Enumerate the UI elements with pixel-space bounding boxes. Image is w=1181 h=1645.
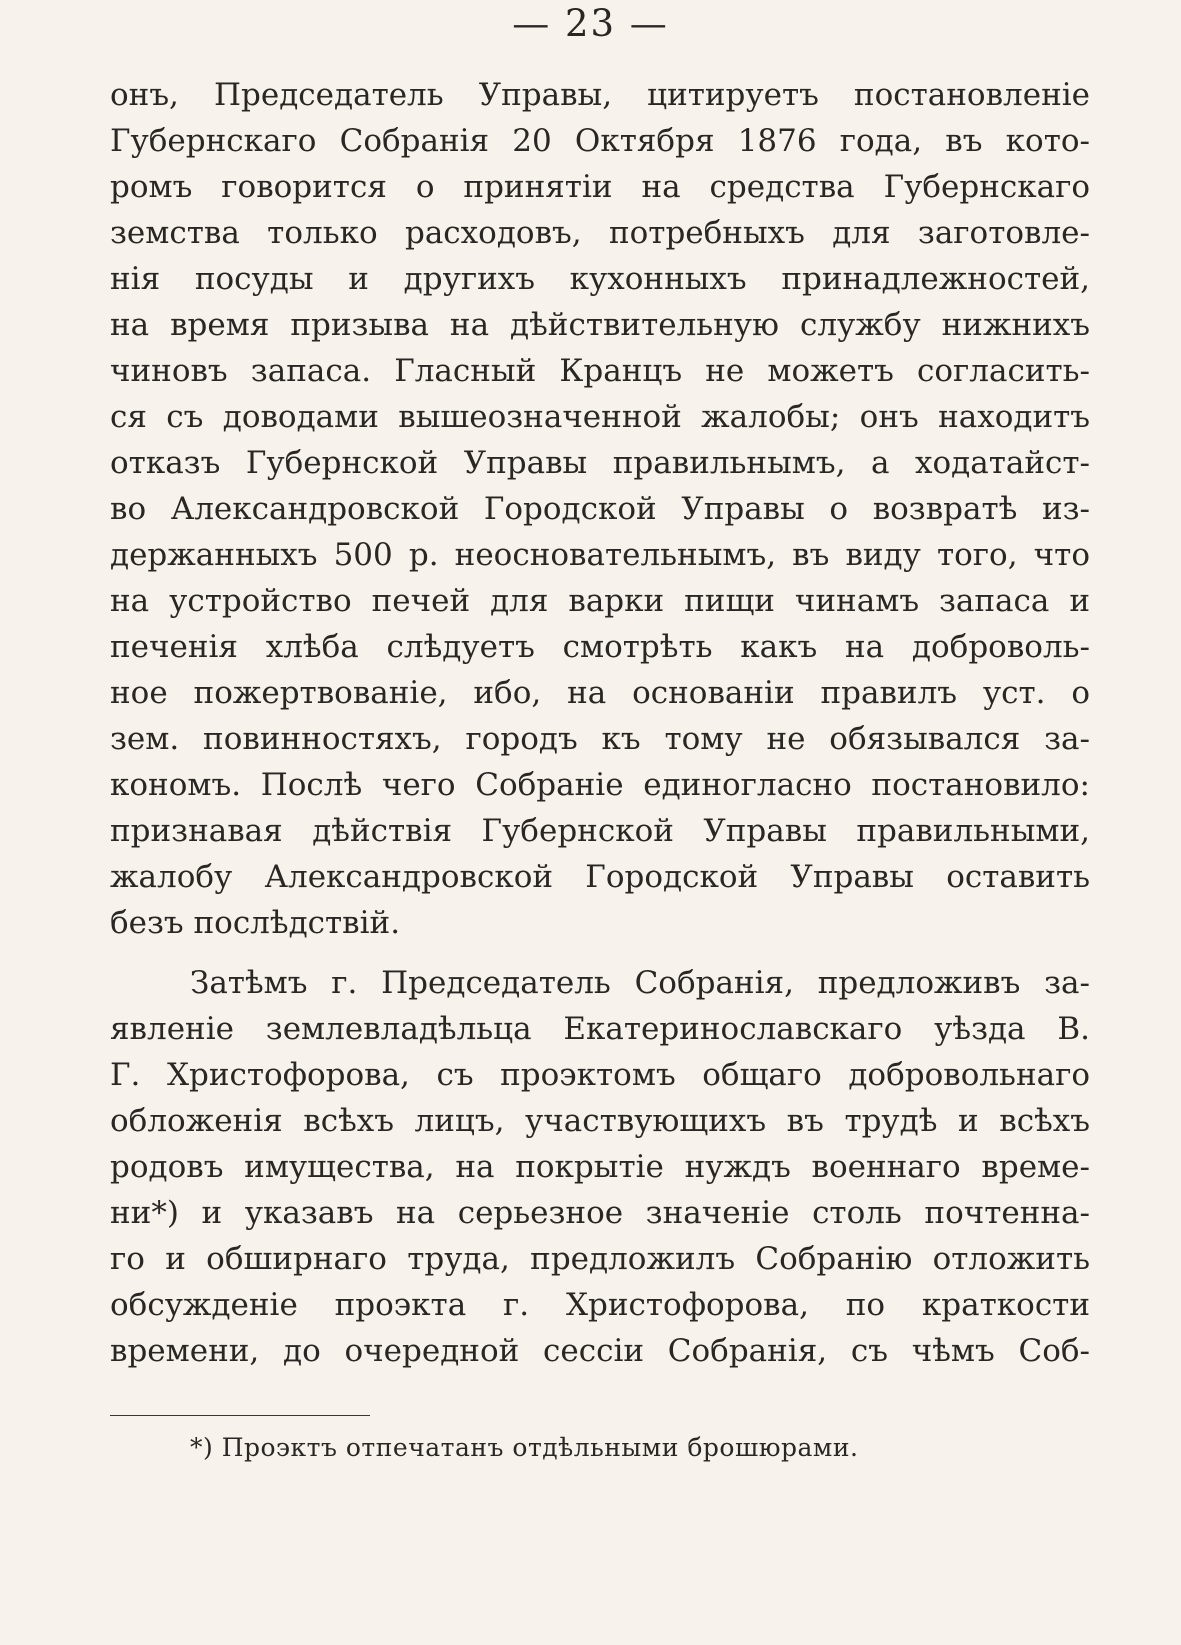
text-line: во Александровской Городской Управы о возвратѣ из-	[110, 491, 1090, 527]
text-line: времени, до очередной сессіи Собранія, съ чѣмъ Соб-	[110, 1333, 1090, 1369]
text-line: признавая дѣйствія Губернской Управы правильными,	[110, 813, 1090, 849]
page-number: — 23 —	[512, 2, 669, 45]
text-line: Затѣмъ г. Председатель Собранія, предложивъ за-	[190, 965, 1090, 1001]
text-line: обсужденіе проэкта г. Христофорова, по краткости	[110, 1287, 1090, 1323]
text-line: го и обширнаго труда, предложилъ Собранію отложить	[110, 1241, 1090, 1277]
text-line: отказъ Губернской Управы правильнымъ, а ходатайст-	[110, 445, 1090, 481]
text-line: на устройство печей для варки пищи чинамъ запаса и	[110, 583, 1090, 619]
text-line: родовъ имущества, на покрытіе нуждъ военнаго време-	[110, 1149, 1090, 1185]
text-line: кономъ. Послѣ чего Собраніе единогласно постановило:	[110, 767, 1090, 803]
text-line: Губернскаго Собранія 20 Октября 1876 года, въ кото-	[110, 123, 1090, 159]
text-line: ное пожертвованіе, ибо, на основаніи правилъ уст. о	[110, 675, 1090, 711]
text-line: безъ послѣдствій.	[110, 905, 401, 941]
text-line: явленіе землевладѣльца Екатеринославскаго уѣзда В.	[110, 1011, 1090, 1047]
text-line: на время призыва на дѣйствительную службу нижнихъ	[110, 307, 1090, 343]
text-line: нія посуды и другихъ кухонныхъ принадлежностей,	[110, 261, 1090, 297]
footnote-rule	[110, 1415, 370, 1416]
text-line: зем. повинностяхъ, городъ къ тому не обязывался за-	[110, 721, 1090, 757]
text-line: держанныхъ 500 р. неосновательнымъ, въ виду того, что	[110, 537, 1090, 573]
text-line: онъ, Председатель Управы, цитируетъ постановленіе	[110, 77, 1090, 113]
text-line: печенія хлѣба слѣдуетъ смотрѣть какъ на доброволь-	[110, 629, 1090, 665]
text-line: жалобу Александровской Городской Управы оставить	[110, 859, 1090, 895]
text-line: чиновъ запаса. Гласный Кранцъ не можетъ согласить-	[110, 353, 1090, 389]
text-line: ромъ говорится о принятіи на средства Губернскаго	[110, 169, 1090, 205]
text-line: ни*) и указавъ на серьезное значеніе столь почтенна-	[110, 1195, 1090, 1231]
text-line: обложенія всѣхъ лицъ, участвующихъ въ трудѣ и всѣхъ	[110, 1103, 1090, 1139]
text-line: ся съ доводами вышеозначенной жалобы; онъ находитъ	[110, 399, 1090, 435]
text-line: земства только расходовъ, потребныхъ для заготовле-	[110, 215, 1090, 251]
footnote: *) Проэктъ отпечатанъ отдѣльными брошюрами.	[190, 1433, 859, 1462]
text-line: Г. Христофорова, съ проэктомъ общаго добровольнаго	[110, 1057, 1090, 1093]
